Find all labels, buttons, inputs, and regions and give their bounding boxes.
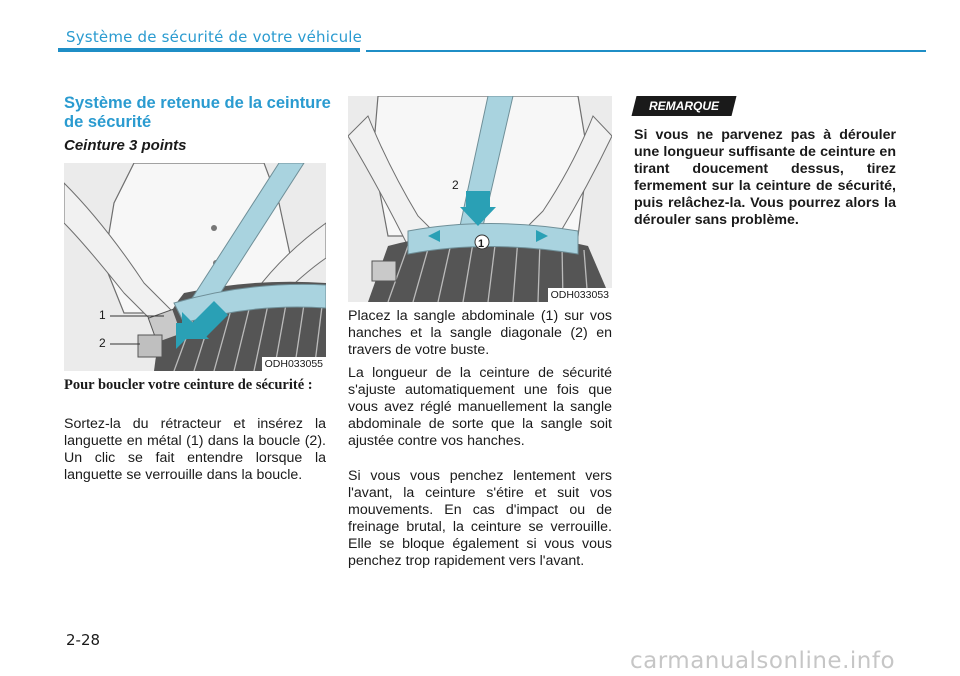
buckle-paragraph: Sortez-la du rétracteur et insérez la languette en métal (1) dans la boucle (2). Un clic se fait entendre lorsque la languette se verrouille dans la boucle. [64, 416, 326, 483]
figure-buckle-insert [64, 163, 326, 371]
header-title: Système de sécurité de votre véhicule [66, 28, 363, 46]
callout-2: 2 [99, 336, 106, 350]
buckle-heading: Pour boucler votre ceinture de sécurité : [64, 377, 313, 393]
section-title: Système de retenue de la ceinture de sécurité [64, 94, 331, 131]
header-rule-thick [58, 48, 360, 52]
callout-1: 1 [99, 308, 106, 322]
note-text: Si vous ne parvenez pas à dérouler une longueur suffisante de ceinture en tirant doucement dessus, tirez fermement sur la ceinture de sécurité, puis relâchez-la. Vous pourrez alors la dérouler sans problème. [634, 127, 896, 228]
header-rule-thin [366, 50, 926, 52]
watermark: carmanualsonline.info [630, 648, 896, 674]
paragraph-lap-belt: Placez la sangle abdominale (1) sur vos hanches et la sangle diagonale (2) en travers de votre buste. [348, 308, 612, 358]
page-number: 2-28 [66, 631, 101, 649]
note-badge-label: REMARQUE [648, 99, 719, 113]
paragraph-adjust: La longueur de la ceinture de sécurité s'ajuste automatiquement une fois que vous avez réglé manuellement la sangle abdominale de sorte que la sangle soit ajustée contre vos hanches. [348, 365, 612, 449]
paragraph-lean: Si vous vous penchez lentement vers l'avant, la ceinture s'étire et suit vos mouvements. En cas d'impact ou de freinage brutal, la ceinture se verrouille. Elle se bloque également si vous vous penchez trop rapidement vers l'avant. [348, 468, 612, 569]
callout-2: 2 [452, 178, 459, 192]
figure-code: ODH033053 [548, 288, 612, 302]
illustration-seatbelt-positioning [348, 96, 612, 302]
note-badge [632, 96, 737, 116]
figure-lap-belt [348, 96, 612, 302]
subsection-title: Ceinture 3 points [64, 137, 187, 154]
callout-1: 1 [478, 238, 485, 250]
figure-code: ODH033055 [262, 357, 326, 371]
